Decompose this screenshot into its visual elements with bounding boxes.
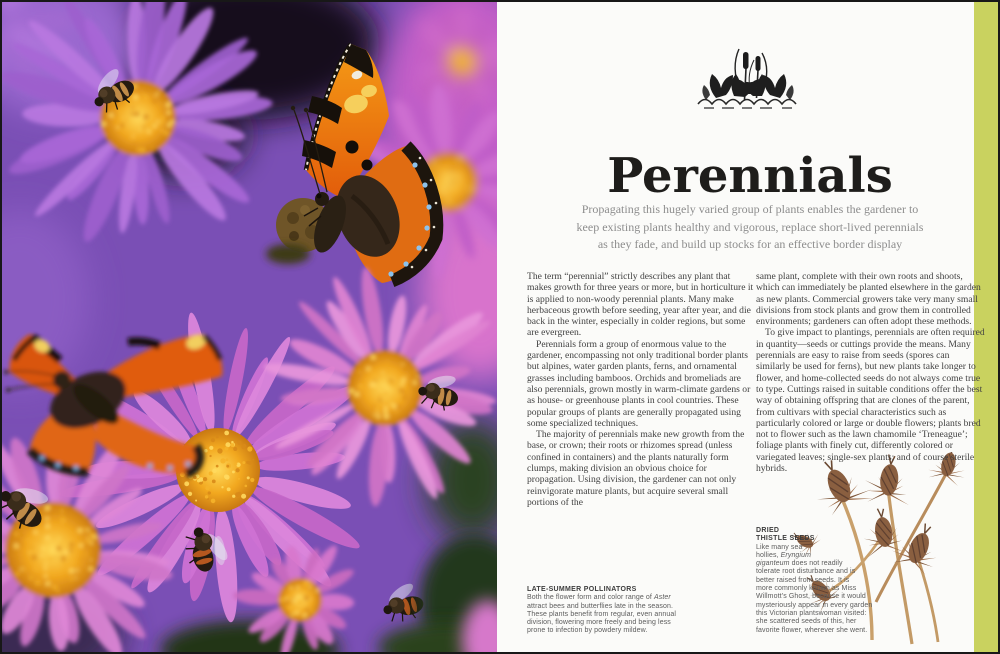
caption-line: giganteum does not readily [756,560,843,568]
caption-line: Like many sea [756,543,803,551]
caption-late-summer-pollinators [527,586,732,636]
caption-line: favorite flower, wherever she went. [756,626,868,634]
body-paragraph: same plant, complete with their own roots and shoots, which can immediately be planted elsewhere in the garden as new plants. Commercial growers take very many small divisions from stock plants and grow them in controlled environments; gardeners can often adopt these methods. [756,271,981,328]
caption-line: prone to infection by powdery mildew. [527,627,648,635]
body-column-2 [756,271,985,474]
caption-line: Willmott’s Ghost, because it would [756,593,866,601]
caption-line: division, flowering more freely and being less [527,619,671,627]
caption-dried-thistle-seeds [756,527,971,635]
subtitle-line: as they fade, and build up stocks for an effective border display [597,237,903,251]
body-column-1 [527,271,756,508]
page-subtitle [527,201,973,254]
caption-line: Both the flower form and color range of Aster [527,594,671,602]
caption-heading: THISTLE SEEDS [756,535,815,543]
caption-heading: LATE-SUMMER POLLINATORS [527,586,637,593]
caption-line: These plants benefit from regular, even annual [527,610,676,618]
caption-heading: DRIED [756,527,780,534]
body-paragraph: The majority of perennials make new growth from the base, or crown; their roots or rhizomes spread (unless confined in containers) and the plants naturally form clumps, making division an obvious choice for propagation. Using division, the gardener can not only reinvigorate mature plants, but acquire several small portions of the [527,429,745,508]
caption-line: attract bees and butterflies late in the season. [527,602,674,610]
caption-line: mysteriously appear in every garden [756,601,873,609]
caption-line: she scattered seeds of this, her [756,618,857,626]
caption-line: this Victorian plantswoman visited: [756,609,867,617]
page-title: Perennials [607,148,893,205]
caption-line: better raised from seeds. It is [756,576,850,584]
body-paragraph: To give impact to plantings, perennials are often required in quantity—seeds or cuttings provide the means. Many perennials are easy to raise from seeds (spores can similarly be used for ferns), but new plants take longer to flower, and home-collected seeds do not always come true to type. Cuttings raised in suitable conditions offer the best way of obtaining offspring that are clones of the parent, from cultivars with special characteristics such as particularly colored or large or double flowers; plants bred not to flower such as the lawn chamomile ‘Treneague’; foliage plants with finely cut, differently colored or variegated leaves; single-sex plants; and of course sterile hybrids. [756,327,985,475]
caption-line: more commonly known as Miss [756,585,857,593]
body-paragraph: Perennials form a group of enormous value to the gardener, encompassing not only traditional border plants but alpines, water garden plants, ferns, and ornamental grasses including bamboos. Orchids and bromeliads are also perennials, grown mostly in warm-climate gardens or as house- or greenhouse plants in cool countries. These popular groups of plants are generally propagated using some specialized techniques. [527,338,751,429]
caption-line: hollies, Eryngium [756,551,812,559]
body-paragraph: The term “perennial” strictly describes any plant that makes growth for three years or more, but in horticulture it is applied to non-woody perennial plants. Many make herbaceous growth before seeding, year after year, and die back in the winter, especially in colder regions, but some are evergreen. [527,271,754,339]
aster-butterflies-photo [0,0,497,654]
subtitle-line: Propagating this hugely varied group of plants enables the gardener to [581,202,919,216]
subtitle-line: keep existing plants healthy and vigorous, replace short-lived perennials [576,219,924,234]
caption-line: tolerate root disturbance and is [756,568,856,576]
perennials-ornament-illustration [692,42,804,112]
